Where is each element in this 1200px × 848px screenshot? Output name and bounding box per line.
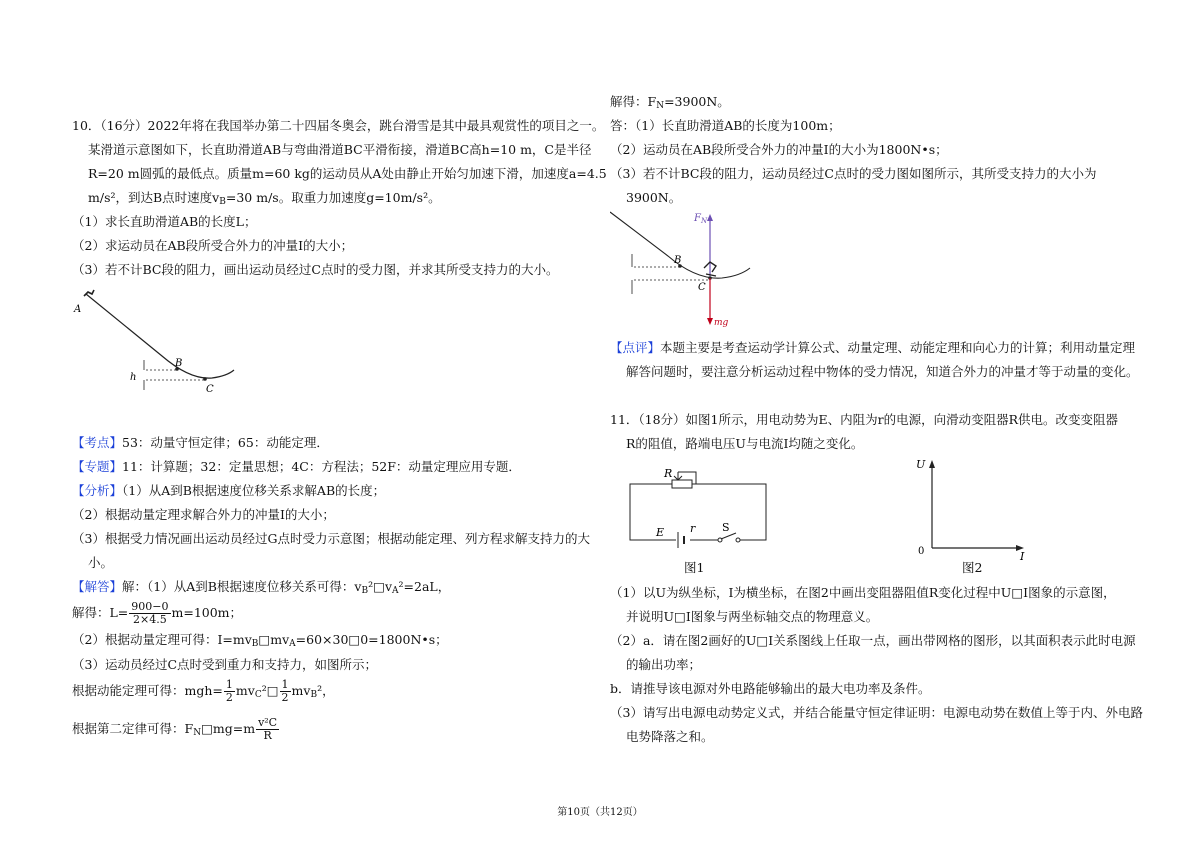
zhuanti-text: 11：计算题；32：定量思想；4C：方程法；52F：动量定理应用专题． [122,459,521,474]
jieda2-end: m=100m； [171,605,243,620]
q10-line-4-text: m/s²，到达B点时速度v [88,190,220,205]
dianping-line-2: 解答问题时，要注意分析运动过程中物体的受力情况，知道合外力的冲量才等于动量的变化。 [626,364,1139,379]
fraction-l [129,601,170,626]
q11-line-1: 11．（18分）如图1所示，用电动势为E、内阻为r的电源，向滑动变阻器R供电。改变变阻器 [610,412,1119,427]
q10-part-2: （2）求运动员在AB段所受合外力的冲量I的大小； [72,238,354,253]
jieda-text-1: 解：（1）从A到B根据速度位移关系可得：v [122,579,362,594]
answer-line-3: （3）若不计BC段的阻力，运动员经过C点时的受力图如图所示，其所受支持力的大小为 [610,166,1097,181]
q11-part-1b: 并说明U□I图象与两坐标轴交点的物理意义。 [626,609,879,624]
slope-curve [610,212,750,278]
circuit-wire [630,484,766,540]
jieda3-end: =60×30□0=1800N•s； [295,632,448,647]
sub-n: N [656,101,665,111]
fenxi-tag: 【分析】 [72,483,123,498]
u-axis-arrowhead [929,460,935,468]
q10-line-4 [88,189,441,211]
slope-diagram [72,286,242,396]
fraction-half-1 [224,679,235,704]
label-r-internal: r [690,522,696,535]
q11-part-2b: 的输出功率； [626,657,702,672]
figure-label-2: 图2 [962,560,983,575]
label-fn [693,213,708,225]
label-i: I [1020,550,1025,562]
jieda5-mv2: mv [291,683,311,698]
jieda-line-5 [72,678,335,708]
figure-label-1: 图1 [684,560,705,575]
answer-line-4: 3900N。 [626,190,682,205]
fraction-numerator: v²C [258,716,278,729]
label-r-rheostat: R [664,467,673,480]
label-origin: 0 [918,546,925,557]
q10-line-2: 某滑道示意图如下，长直助滑道AB与弯曲滑道BC平滑衔接，滑道BC高h=10 m，C是半径 [88,142,592,157]
answer-line-1: 答：（1）长直助滑道AB的长度为100m； [610,118,841,133]
fraction-half-2 [280,679,291,704]
kaodian-text: 53：动量守恒定律；65：动能定理． [122,435,329,450]
jieda5-end: ²， [317,683,335,698]
fraction-numerator: 1 [225,678,233,691]
q11-part-2a: （2）a．请在图2画好的U□I关系图线上任取一点，画出带网格的图形，以其面积表示此时电源 [610,633,1136,648]
jieda3-mid: □mv [258,632,290,647]
circuit-diagram [628,462,778,554]
fenxi-line-3: （3）根据受力情况画出运动员经过G点时受力示意图；根据动能定理、列方程求解支持力的大 [72,531,590,546]
q11-line-2: R的阻值，路端电压U与电流I均随之变化。 [626,436,864,451]
dianping-line-1 [610,339,1135,357]
fenxi-line-1 [72,482,385,500]
dianping-text-1: 本题主要是考查运动学计算公式、动量定理、动能定理和向心力的计算；利用动量定理 [660,340,1136,355]
sub-n: N [193,728,202,738]
sub-b: B [251,639,259,649]
force-diagram [610,208,770,330]
fenxi-line-4: 小。 [88,555,114,570]
kaodian-tag: 【考点】 [72,435,123,450]
q10-line-1: 10．（16分）2022年将在我国举办第二十四届冬奥会，跳台滑雪是其中最具观赏性的项目之一。 [72,118,605,133]
sub-c: C [254,690,262,700]
fraction-numerator: 900−0 [131,600,169,613]
gravity-arrowhead [707,318,713,325]
label-fn-text: F [694,213,701,224]
zhuanti-tag: 【专题】 [72,459,123,474]
label-s: S [722,521,730,534]
fraction-denominator: R [263,729,272,742]
q10-part-3: （3）若不计BC段的阻力，画出运动员经过C点时的受力图，并求其所受支持力的大小。 [72,262,559,277]
jieda5-mid2: ²□ [261,683,279,698]
sub-a: A [392,586,399,596]
answer-line-2: （2）运动员在AB段所受合外力的冲量I的大小为1800N•s； [610,142,948,157]
answer-fn [610,93,730,115]
fenxi-text-1: （1）从A到B根据速度位移关系求解AB的长度； [122,483,386,498]
label-b: B [175,358,183,369]
fraction-numerator: 1 [281,678,289,691]
fraction-vc-r [256,717,279,742]
q11-part-3b: 电势降落之和。 [626,729,714,744]
resistor [672,480,692,488]
slope-curve [86,294,234,378]
label-u: U [916,458,926,471]
jieda-line-4: （3）运动员经过C点时受到重力和支持力，如图所示； [72,657,378,672]
q10-line-4-end: =30 m/s。取重力加速度g=10m/s²。 [225,190,441,205]
switch-contact-right [736,538,740,542]
answer-fn-end: =3900N。 [664,94,730,109]
label-c: C [698,282,706,293]
fenxi-line-2: （2）根据动量定理求解合外力的冲量I的大小； [72,507,335,522]
jieda6-pre: 根据第二定律可得：F [72,721,194,736]
skier-icon [84,290,94,296]
zhuanti-line [72,458,521,476]
page-footer: 第10页（共12页） [557,807,643,818]
jieda6-mid: □mg=m [201,721,256,736]
q11-part-1a: （1）以U为纵坐标，I为横坐标，在图2中画出变阻器阻值R变化过程中U□I图象的示意图， [610,585,1116,600]
jieda-mid: ²□v [368,579,393,594]
jieda-tag: 【解答】 [72,579,123,594]
q10-part-1: （1）求长直助滑道AB的长度L； [72,214,257,229]
fraction-denominator: 2 [281,691,289,704]
fraction-denominator: 2×4.5 [133,613,167,626]
label-b: B [674,255,682,266]
ui-axes-diagram [908,452,1038,562]
jieda-line-2 [72,600,242,626]
label-fn-sub: N [700,217,708,225]
jieda-end: ²=2aL， [398,579,451,594]
q10-line-4-sub: B [219,197,226,207]
jieda5-pre: 根据动能定理可得：mgh= [72,683,223,698]
label-e: E [656,526,665,539]
jieda2-pre: 解得：L= [72,605,129,620]
fraction-denominator: 2 [225,691,233,704]
jieda3-text: （2）根据动量定理可得：I=mv [72,632,252,647]
answer-fn-text: 解得：F [610,94,657,109]
jieda5-mv: mv [235,683,255,698]
q11-part-3a: （3）请写出电源电动势定义式，并结合能量守恒定律证明：电源电动势在数值上等于内、外电路 [610,705,1143,720]
sub-a: A [289,639,296,649]
kaodian-line [72,434,329,452]
label-h: h [130,372,137,383]
label-mg: mg [714,318,729,328]
label-c: C [206,384,214,395]
label-a: A [74,304,82,315]
jieda-line-6 [72,714,280,748]
q10-line-3: R=20 m圆弧的最低点。质量m=60 kg的运动员从A处由静止开始匀加速下滑，加速度a=4.5 [88,166,607,181]
sub-b: B [361,586,369,596]
sub-b: B [310,690,318,700]
jieda-line-3 [72,631,448,653]
normal-force-arrowhead [707,214,713,221]
q11-part-2c: b．请推导该电源对外电路能够输出的最大电功率及条件。 [610,681,931,696]
dianping-tag: 【点评】 [610,340,661,355]
jieda-line-1 [72,578,450,600]
